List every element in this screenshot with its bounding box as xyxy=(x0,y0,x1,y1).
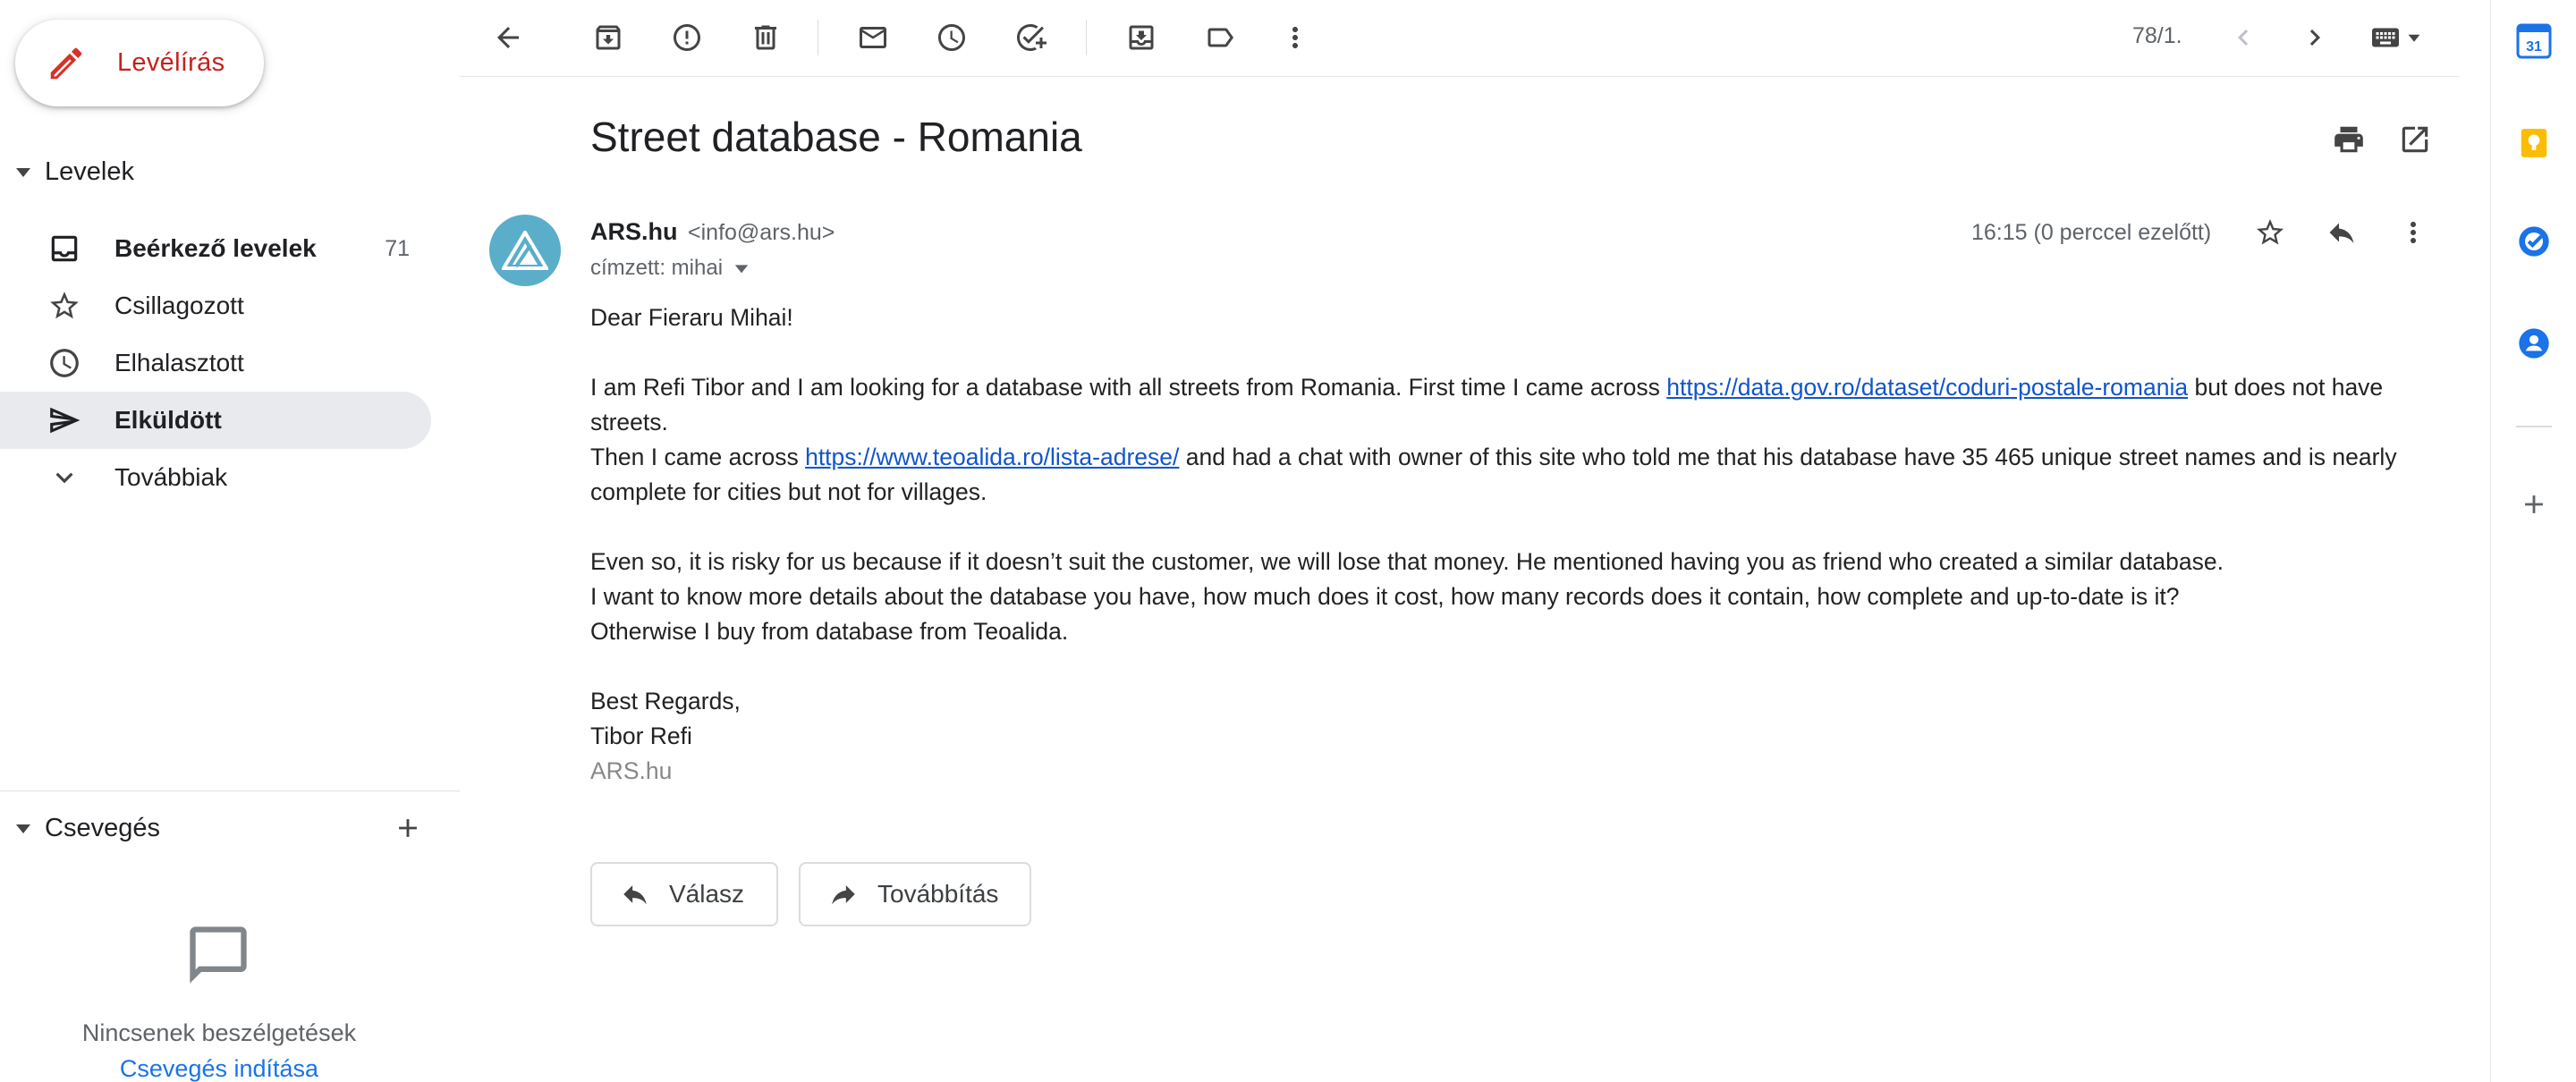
reply-button[interactable] xyxy=(590,862,778,926)
sidebar-item-snoozed[interactable] xyxy=(0,334,431,392)
sender-name[interactable]: ARS.hu xyxy=(590,218,678,245)
chat-empty-text: Nincsenek beszélgetések xyxy=(81,1019,357,1046)
trash-icon xyxy=(750,21,782,54)
caret-down-icon xyxy=(7,163,39,181)
sender xyxy=(590,218,835,246)
greeting: Dear Fieraru Mihai! xyxy=(590,304,793,331)
sidebar-item-sent[interactable] xyxy=(0,392,431,449)
caret-down-icon xyxy=(2407,30,2421,45)
pagination-text: 78/1. xyxy=(2132,23,2182,48)
contacts-app-button[interactable] xyxy=(2512,322,2555,365)
avatar[interactable] xyxy=(489,215,561,286)
add-task-button[interactable] xyxy=(1009,16,1052,59)
unread-count: 71 xyxy=(385,235,410,261)
send-icon xyxy=(47,402,82,438)
paragraph-3: Even so, it is risky for us because if it doesn’t suit the customer, we will lose that money. He mentioned having you as friend who created a similar database. xyxy=(590,548,2224,575)
mail-section-header[interactable] xyxy=(0,150,134,193)
chat-section-header[interactable] xyxy=(0,807,160,850)
star-outline-icon xyxy=(2254,216,2286,249)
open-in-new-icon xyxy=(2398,123,2432,156)
clock-icon xyxy=(936,21,968,54)
signature-name: Tibor Refi xyxy=(590,723,692,749)
sidebar-item-label: Beérkező levelek xyxy=(114,234,317,262)
inbox-icon xyxy=(47,231,82,266)
sidebar-item-label: Csillagozott xyxy=(114,292,244,319)
archive-icon xyxy=(592,21,624,54)
forward-icon xyxy=(827,878,860,910)
mail-section-title: Levelek xyxy=(45,156,134,186)
show-details-icon[interactable] xyxy=(733,260,750,276)
pencil-icon xyxy=(46,43,87,84)
teoalida-link[interactable]: https://www.teoalida.ro/lista-adrese/ xyxy=(805,444,1180,470)
keyboard-icon xyxy=(2369,21,2402,54)
reply-label: Válasz xyxy=(669,880,745,908)
calendar-icon xyxy=(2516,23,2552,59)
divider xyxy=(0,790,460,791)
sidebar-item-inbox[interactable] xyxy=(0,220,431,277)
back-button[interactable] xyxy=(487,16,530,59)
chat-section-title: Csevegés xyxy=(45,813,160,842)
chevron-left-icon xyxy=(2227,21,2259,54)
arrow-back-icon xyxy=(492,21,524,54)
report-icon xyxy=(671,21,703,54)
data-gov-link[interactable]: https://data.gov.ro/dataset/coduri-postale-romania xyxy=(1666,374,2189,401)
body-text: I am Refi Tibor and I am looking for a database with all streets from Romania. First time I came across xyxy=(590,374,1667,401)
more-vert-icon xyxy=(1279,21,1311,54)
paragraph-1 xyxy=(590,370,2397,440)
ars-logo-icon xyxy=(502,231,548,270)
star-icon xyxy=(47,288,82,324)
mark-unread-button[interactable] xyxy=(852,16,894,59)
plus-icon xyxy=(2519,489,2549,520)
older-button[interactable] xyxy=(2293,16,2336,59)
signature-company: ARS.hu xyxy=(590,757,673,784)
delete-button[interactable] xyxy=(744,16,787,59)
keep-app-button[interactable] xyxy=(2512,122,2555,165)
start-chat-link[interactable]: Csevegés indítása xyxy=(119,1055,319,1082)
mail-icon xyxy=(857,21,889,54)
add-task-icon xyxy=(1014,21,1046,54)
message-subject: Street database - Romania xyxy=(590,114,1082,160)
plus-icon xyxy=(393,813,423,843)
compose-button[interactable] xyxy=(15,20,264,106)
sender-email: <info@ars.hu> xyxy=(688,220,835,245)
more-options-button[interactable] xyxy=(1274,16,1317,59)
report-spam-button[interactable] xyxy=(665,16,708,59)
mail-nav xyxy=(0,220,431,506)
svg-text:31: 31 xyxy=(2526,39,2542,55)
tasks-icon xyxy=(2516,224,2552,259)
message-time: 16:15 (0 perccel ezelőtt) xyxy=(1971,220,2212,245)
sidebar xyxy=(0,0,460,1082)
message-body xyxy=(590,300,2397,789)
move-to-inbox-icon xyxy=(1125,21,1157,54)
label-icon xyxy=(1204,21,1236,54)
side-panel xyxy=(2490,0,2576,1082)
move-to-button[interactable] xyxy=(1120,16,1163,59)
chevron-right-icon xyxy=(2299,21,2331,54)
print-button[interactable] xyxy=(2327,118,2370,161)
paragraph-5: Otherwise I buy from database from Teoalida. xyxy=(590,618,1069,645)
open-new-window-button[interactable] xyxy=(2394,118,2436,161)
body-text: and had a chat with owner of this site who told me that his database have 35 465 unique street names and is nearly complete for cities but not for villages. xyxy=(590,444,2397,505)
paragraph-4: I want to know more details about the database you have, how much does it cost, how many records does it contain, how complete and up-to-date is it? xyxy=(590,583,2180,610)
chat-bubble-icon xyxy=(184,921,252,989)
chevron-down-icon xyxy=(47,460,82,495)
reply-icon xyxy=(619,878,651,910)
contacts-icon xyxy=(2516,325,2552,361)
message-more-button[interactable] xyxy=(2392,211,2435,254)
signature-greeting: Best Regards, xyxy=(590,688,741,714)
side-panel-divider xyxy=(2516,426,2552,427)
compose-label: Levélírás xyxy=(117,48,225,77)
recipient xyxy=(590,256,750,281)
print-icon xyxy=(2332,123,2366,156)
snooze-button[interactable] xyxy=(930,16,973,59)
archive-button[interactable] xyxy=(587,16,630,59)
forward-label: Továbbítás xyxy=(877,880,999,908)
new-chat-button[interactable] xyxy=(390,810,426,846)
labels-button[interactable] xyxy=(1199,16,1241,59)
caret-down-icon xyxy=(7,819,39,837)
star-button[interactable] xyxy=(2249,211,2292,254)
calendar-app-button[interactable] xyxy=(2512,20,2555,63)
sidebar-item-label: Elküldött xyxy=(114,406,222,434)
more-vert-icon xyxy=(2397,216,2429,249)
input-tools-button[interactable] xyxy=(2360,16,2431,59)
sidebar-item-more[interactable] xyxy=(0,449,431,506)
sidebar-item-label: Továbbiak xyxy=(114,463,228,491)
sidebar-item-starred[interactable] xyxy=(0,277,431,334)
keep-icon xyxy=(2517,126,2551,160)
message-toolbar xyxy=(460,0,2460,77)
sidebar-item-label: Elhalasztott xyxy=(114,349,244,376)
tasks-app-button[interactable] xyxy=(2512,220,2555,263)
reply-icon-button[interactable] xyxy=(2320,211,2363,254)
get-addons-button[interactable] xyxy=(2512,483,2555,526)
newer-button[interactable] xyxy=(2222,16,2265,59)
forward-button[interactable] xyxy=(799,862,1031,926)
reply-icon xyxy=(2326,216,2358,249)
body-text: but does not have streets. xyxy=(590,374,2384,435)
recipient-text: címzett: mihai xyxy=(590,256,724,280)
toolbar-divider xyxy=(1086,20,1087,55)
body-text: Then I came across xyxy=(590,444,806,470)
clock-icon xyxy=(47,345,82,381)
paragraph-2 xyxy=(590,440,2397,510)
